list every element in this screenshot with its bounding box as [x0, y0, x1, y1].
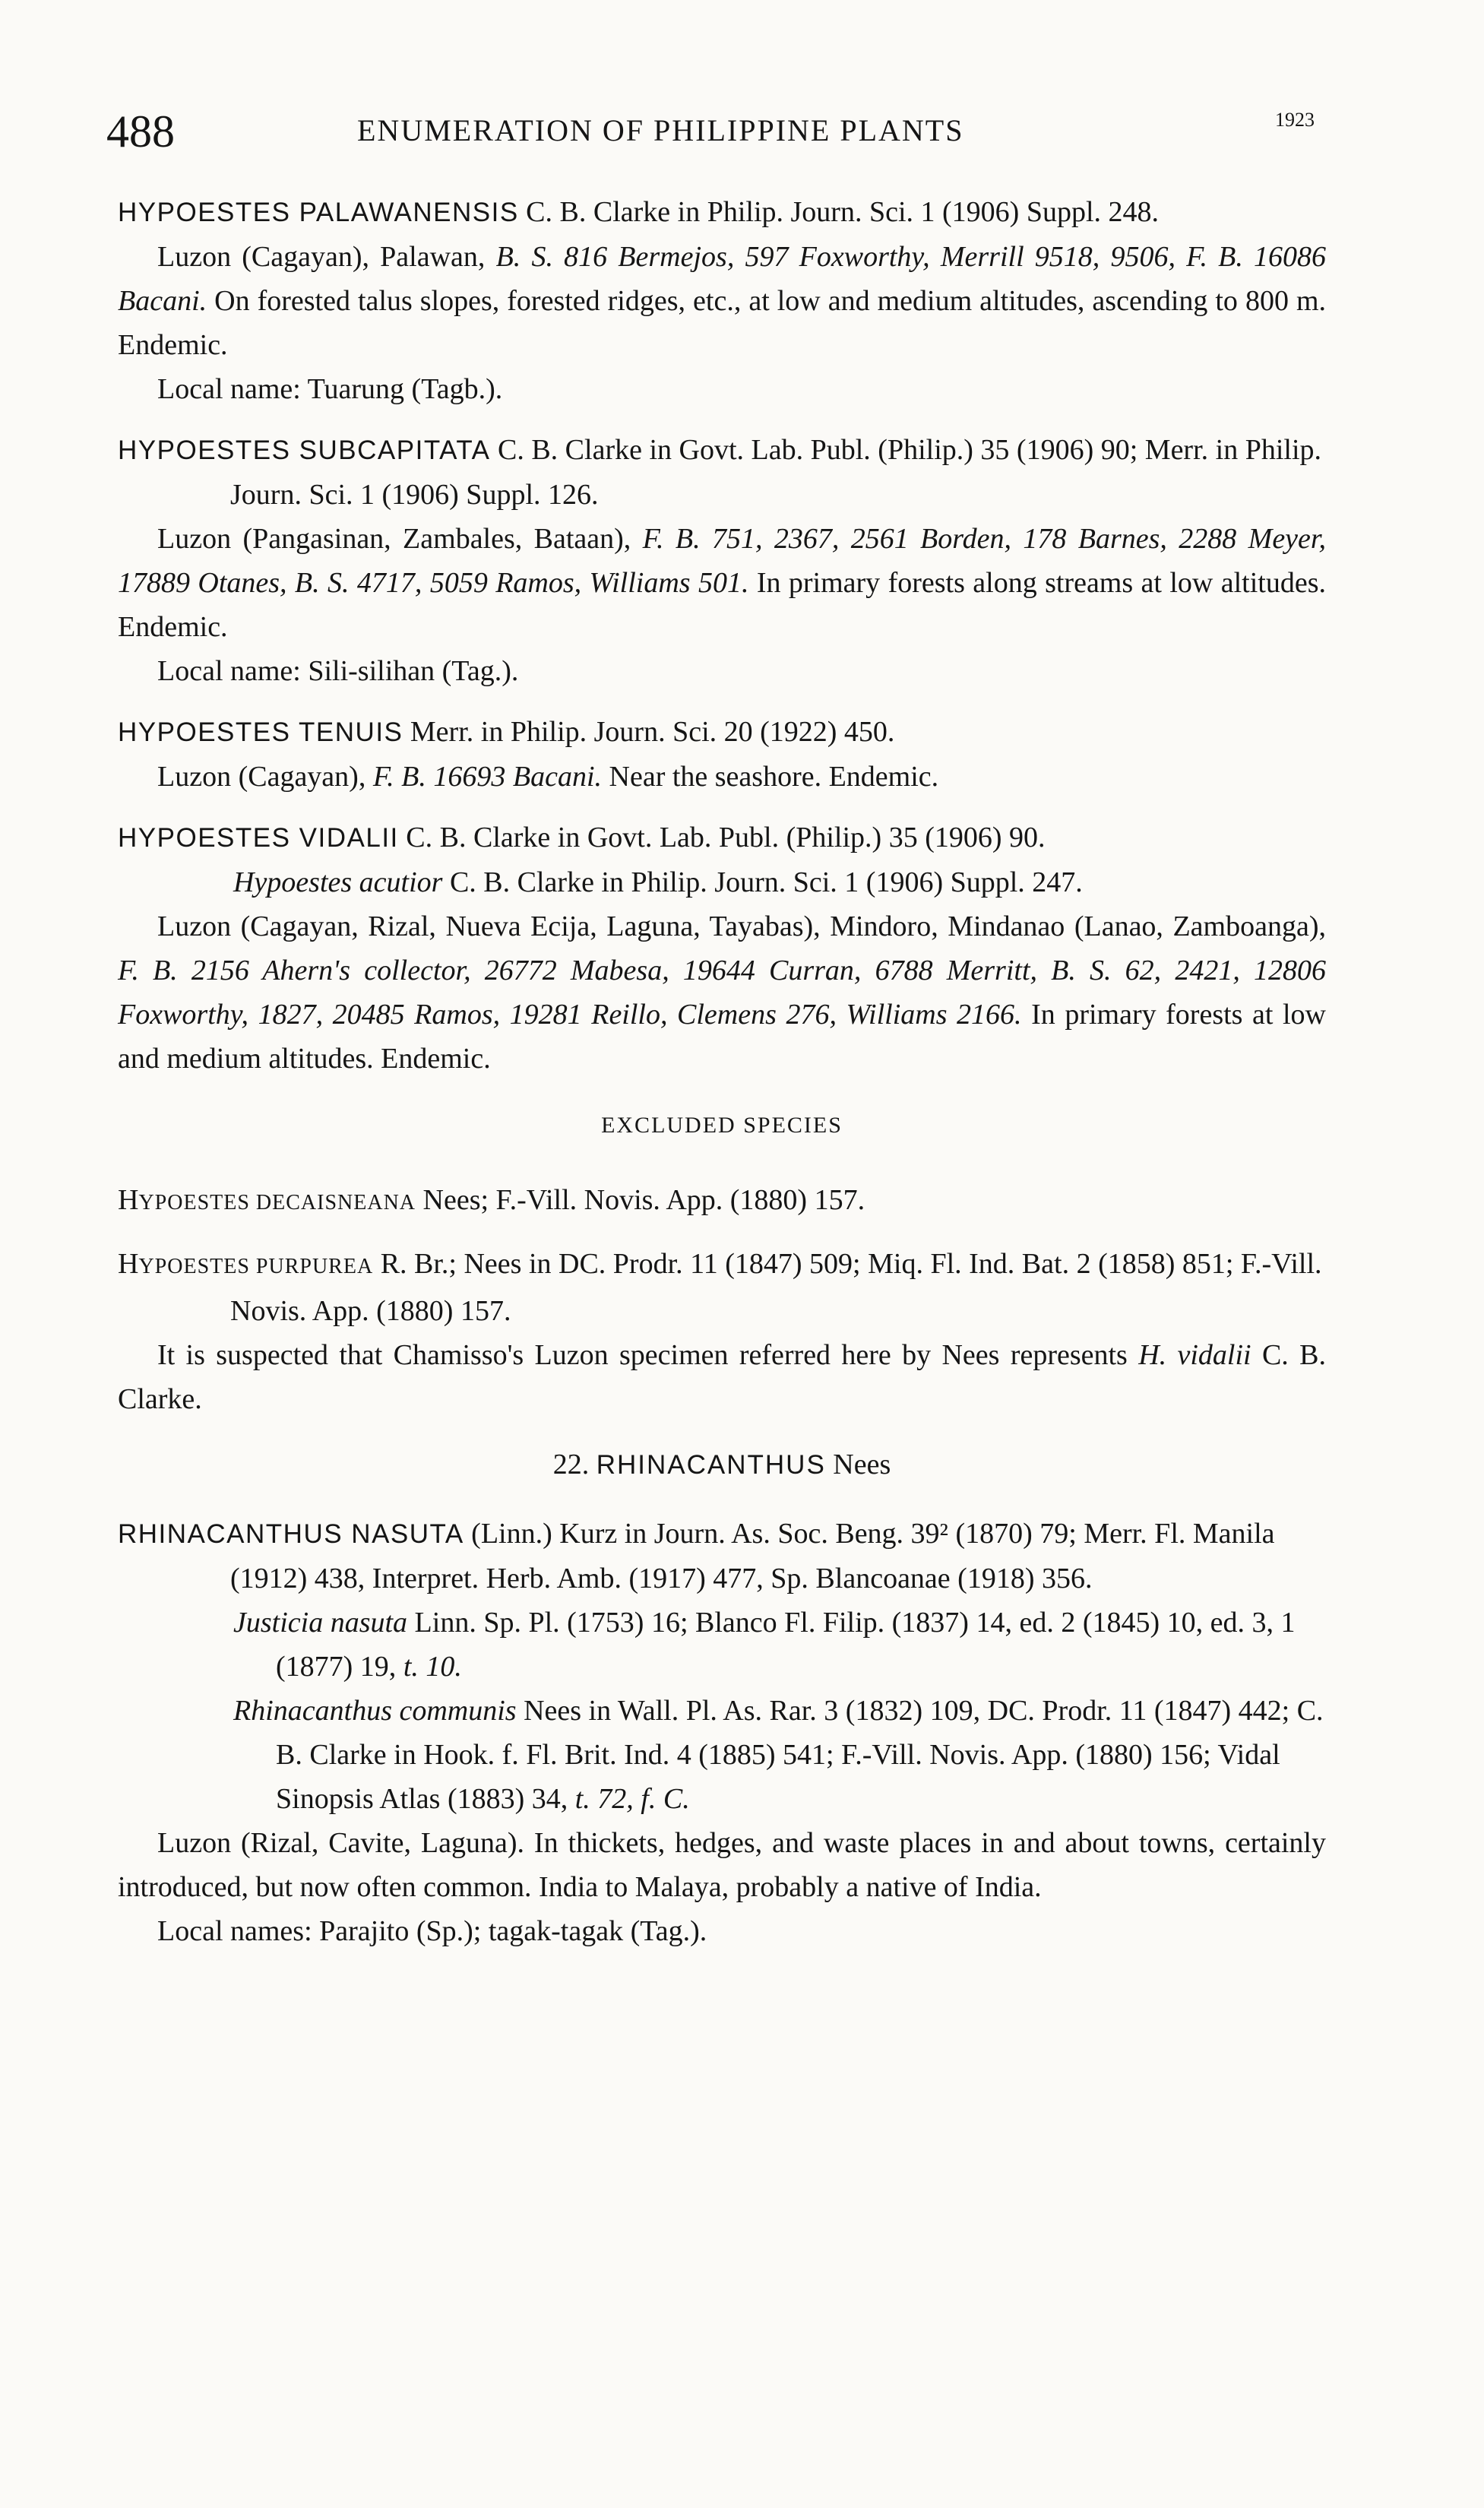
specimens: F. B. 751, 2367, 2561 Borden, 178 Barnes, 2288 Meyer, 17889 Otanes, B. S. 4717, 5059 Ramos, Williams 501.: [118, 523, 1326, 599]
local-names: Local names: Parajito (Sp.); tagak-tagak (Tag.).: [157, 1915, 707, 1947]
synonym-name: Hypoestes acutior: [233, 866, 443, 898]
excluded-note: It is suspected that Chamisso's Luzon specimen referred here by Nees represents H. vidalii C. B. Clarke.: [118, 1339, 1326, 1415]
species-entry: [118, 428, 1326, 693]
excluded-entry: HYPOESTES PURPUREA R. Br.; Nees in DC. Prodr. 11 (1847) 509; Miq. Fl. Ind. Bat. 2 (1858) 851; F.-Vill. Novis. App. (1880) 157. It is suspected that Chamisso's Luzon specimen referred here by Nees represents H. vidalii C. B. Clarke.: [118, 1242, 1326, 1421]
species-citation: HYPOESTES SUBCAPITATA C. B. Clarke in Govt. Lab. Publ. (Philip.) 35 (1906) 90; Merr. in Philip. Journ. Sci. 1 (1906) Suppl. 126.: [118, 434, 1322, 511]
species-citation: HYPOESTES TENUIS Merr. in Philip. Journ. Sci. 20 (1922) 450.: [118, 716, 895, 748]
synonym-name: Rhinacanthus communis: [233, 1695, 517, 1727]
page-header: [106, 105, 1315, 158]
excluded-name: YPOESTES PURPUREA: [138, 1255, 374, 1278]
header-year: 1923: [1275, 109, 1315, 131]
synonym: Justicia nasuta Linn. Sp. Pl. (1753) 16; Blanco Fl. Filip. (1837) 14, ed. 2 (1845) 10, ed. 3, 1 (1877) 19, t. 10.: [233, 1607, 1296, 1683]
specimens: B. S. 816 Bermejos, 597 Foxworthy, Merrill 9518, 9506, F. B. 16086 Bacani.: [118, 241, 1326, 317]
local-name: Local name: Sili-silihan (Tag.).: [157, 655, 519, 687]
synonym-name: Justicia nasuta: [233, 1607, 408, 1639]
running-title: ENUMERATION OF PHILIPPINE PLANTS: [357, 113, 964, 147]
synonym: Rhinacanthus communis Nees in Wall. Pl. As. Rar. 3 (1832) 109, DC. Prodr. 11 (1847) 442; C. B. Clarke in Hook. f. Fl. Brit. Ind. 4 (1885) 541; F.-Vill. Novis. App. (1880) 156; Vidal Sinopsis Atlas (1883) 34, t. 72, f. C.: [233, 1695, 1324, 1815]
species-entry: [118, 190, 1326, 411]
genus-number: 22.: [552, 1449, 590, 1480]
species-name: HYPOESTES VIDALII: [118, 823, 399, 853]
species-entry: [118, 815, 1326, 1081]
genus-heading: [118, 1442, 1326, 1487]
genus-author: Nees: [833, 1449, 891, 1480]
synonym: Hypoestes acutior C. B. Clarke in Philip. Journ. Sci. 1 (1906) Suppl. 247.: [233, 866, 1083, 898]
page-number: 488: [106, 106, 175, 157]
excluded-name: YPOESTES DECAISNEANA: [138, 1191, 416, 1214]
species-name: RHINACANTHUS NASUTA: [118, 1519, 464, 1549]
species-citation: HYPOESTES VIDALII C. B. Clarke in Govt. Lab. Publ. (Philip.) 35 (1906) 90.: [118, 822, 1046, 853]
genus-name: RHINACANTHUS: [596, 1450, 826, 1480]
species-entry: [118, 710, 1326, 799]
species-name: HYPOESTES SUBCAPITATA: [118, 435, 491, 465]
local-name: Local name: Tuarung (Tagb.).: [157, 373, 503, 405]
species-distribution: Luzon (Cagayan), Palawan, B. S. 816 Bermejos, 597 Foxworthy, Merrill 9518, 9506, F. B. 16086 Bacani. On forested talus slopes, forested ridges, etc., at low and medium altitudes, ascending to 800 m. Endemic.: [118, 241, 1326, 361]
species-entry: [118, 1512, 1326, 1953]
species-citation: HYPOESTES PALAWANENSIS C. B. Clarke in Philip. Journ. Sci. 1 (1906) Suppl. 248.: [118, 196, 1160, 228]
species-name: HYPOESTES PALAWANENSIS: [118, 198, 519, 227]
excluded-entry: HYPOESTES DECAISNEANA Nees; F.-Vill. Novis. App. (1880) 157.: [118, 1184, 865, 1216]
species-citation: RHINACANTHUS NASUTA (Linn.) Kurz in Journ. As. Soc. Beng. 39² (1870) 79; Merr. Fl. Manila (1912) 438, Interpret. Herb. Amb. (1917) 477, Sp. Blancoanae (1918) 356.: [118, 1518, 1275, 1594]
species-distribution: Luzon (Cagayan), F. B. 16693 Bacani. Near the seashore. Endemic.: [157, 761, 939, 793]
specimens: F. B. 16693 Bacani.: [372, 761, 603, 793]
specimens: F. B. 2156 Ahern's collector, 26772 Mabesa, 19644 Curran, 6788 Merritt, B. S. 62, 2421, 12806 Foxworthy, 1827, 20485 Ramos, 19281 Reillo, Clemens 276, Williams 2166.: [118, 955, 1326, 1031]
excluded-species-heading: EXCLUDED SPECIES: [601, 1113, 843, 1138]
species-distribution: Luzon (Cagayan, Rizal, Nueva Ecija, Laguna, Tayabas), Mindoro, Mindanao (Lanao, Zamboanga), F. B. 2156 Ahern's collector, 26772 Mabesa, 19644 Curran, 6788 Merritt, B. S. 62, 2421, 12806 Foxworthy, 1827, 20485 Ramos, 19281 Reillo, Clemens 276, Williams 2166. In primary forests at low and medium altitudes. Endemic.: [118, 910, 1326, 1075]
species-distribution: Luzon (Pangasinan, Zambales, Bataan), F. B. 751, 2367, 2561 Borden, 178 Barnes, 2288 Meyer, 17889 Otanes, B. S. 4717, 5059 Ramos, Williams 501. In primary forests along streams at low altitudes. Endemic.: [118, 523, 1326, 643]
species-name: HYPOESTES TENUIS: [118, 717, 403, 747]
species-distribution: Luzon (Rizal, Cavite, Laguna). In thickets, hedges, and waste places in and about towns, certainly introduced, but now often common. India to Malaya, probably a native of India.: [118, 1827, 1326, 1903]
page-body: [118, 190, 1326, 1970]
